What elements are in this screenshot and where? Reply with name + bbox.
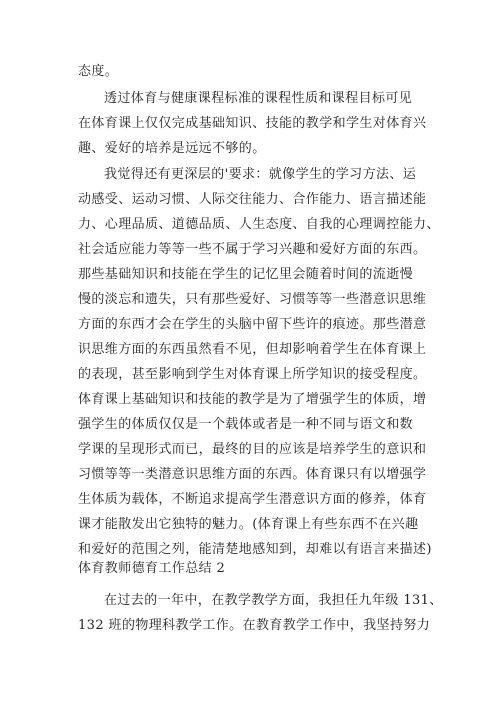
paragraph-line: 透过体育与健康课程标准的课程性质和课程目标可见 xyxy=(104,91,413,106)
paragraph-line: 的表现，甚至影响到学生对体育课上所学知识的接受程度。 xyxy=(78,367,427,382)
paragraph-line: 趣、爱好的培养是远远不够的。 xyxy=(78,141,266,156)
paragraph-line: 方面的东西才会在学生的头脑中留下些许的痕迹。那些潜意 xyxy=(78,317,427,332)
paragraph-line: 识思维方面的东西虽然看不见，但却影响着学生在体育课上 xyxy=(78,342,427,357)
paragraph-line: 力、心理品质、道德品质、人生态度、自我的心理调控能力、 xyxy=(78,217,440,232)
paragraph-line: 课才能散发出它独特的魅力。(体育课上有些东西不在兴趣 xyxy=(78,517,419,532)
paragraph-line: 社会适应能力等等一些不属于学习兴趣和爱好方面的东西。 xyxy=(78,242,427,257)
paragraph-line: 习惯等等一类潜意识思维方面的东西。体育课只有以增强学 xyxy=(78,467,427,482)
paragraph-line: 学课的呈现形式而已，最终的目的应该是培养学生的意识和 xyxy=(78,442,427,457)
paragraph-line: 动感受、运动习惯、人际交往能力、合作能力、语言描述能 xyxy=(78,192,427,207)
paragraph-line: 和爱好的范围之列，能清楚地感知到，却难以有语言来描述) xyxy=(78,542,432,557)
paragraph-line: 强学生的体质仅仅是一个载体或者是一种不同与语文和数 xyxy=(78,417,414,432)
section-heading: 体育教师德育工作总结 2 xyxy=(78,561,226,576)
paragraph-line: 体育课上基础知识和技能的教学是为了增强学生的体质，增 xyxy=(78,392,427,407)
paragraph-line: 在过去的一年中，在教学教学方面，我担任九年级 131、 xyxy=(104,593,443,608)
paragraph-line: 那些基础知识和技能在学生的记忆里会随着时间的流逝慢 xyxy=(78,267,414,282)
paragraph-line: 态度。 xyxy=(78,64,119,79)
paragraph-line: 生体质为载体，不断追求提高学生潜意识方面的修养，体育 xyxy=(78,492,427,507)
paragraph-line: 慢的淡忘和遗失，只有那些爱好、习惯等等一些潜意识思维 xyxy=(78,292,427,307)
paragraph-line: 我觉得还有更深层的'要求：就像学生的学习方法、运 xyxy=(104,167,417,182)
paragraph-line: 132 班的物理科教学工作。在教育教学工作中，我坚持努力 xyxy=(78,618,431,633)
paragraph-line: 在体育课上仅仅完成基础知识、技能的教学和学生对体育兴 xyxy=(78,116,427,131)
